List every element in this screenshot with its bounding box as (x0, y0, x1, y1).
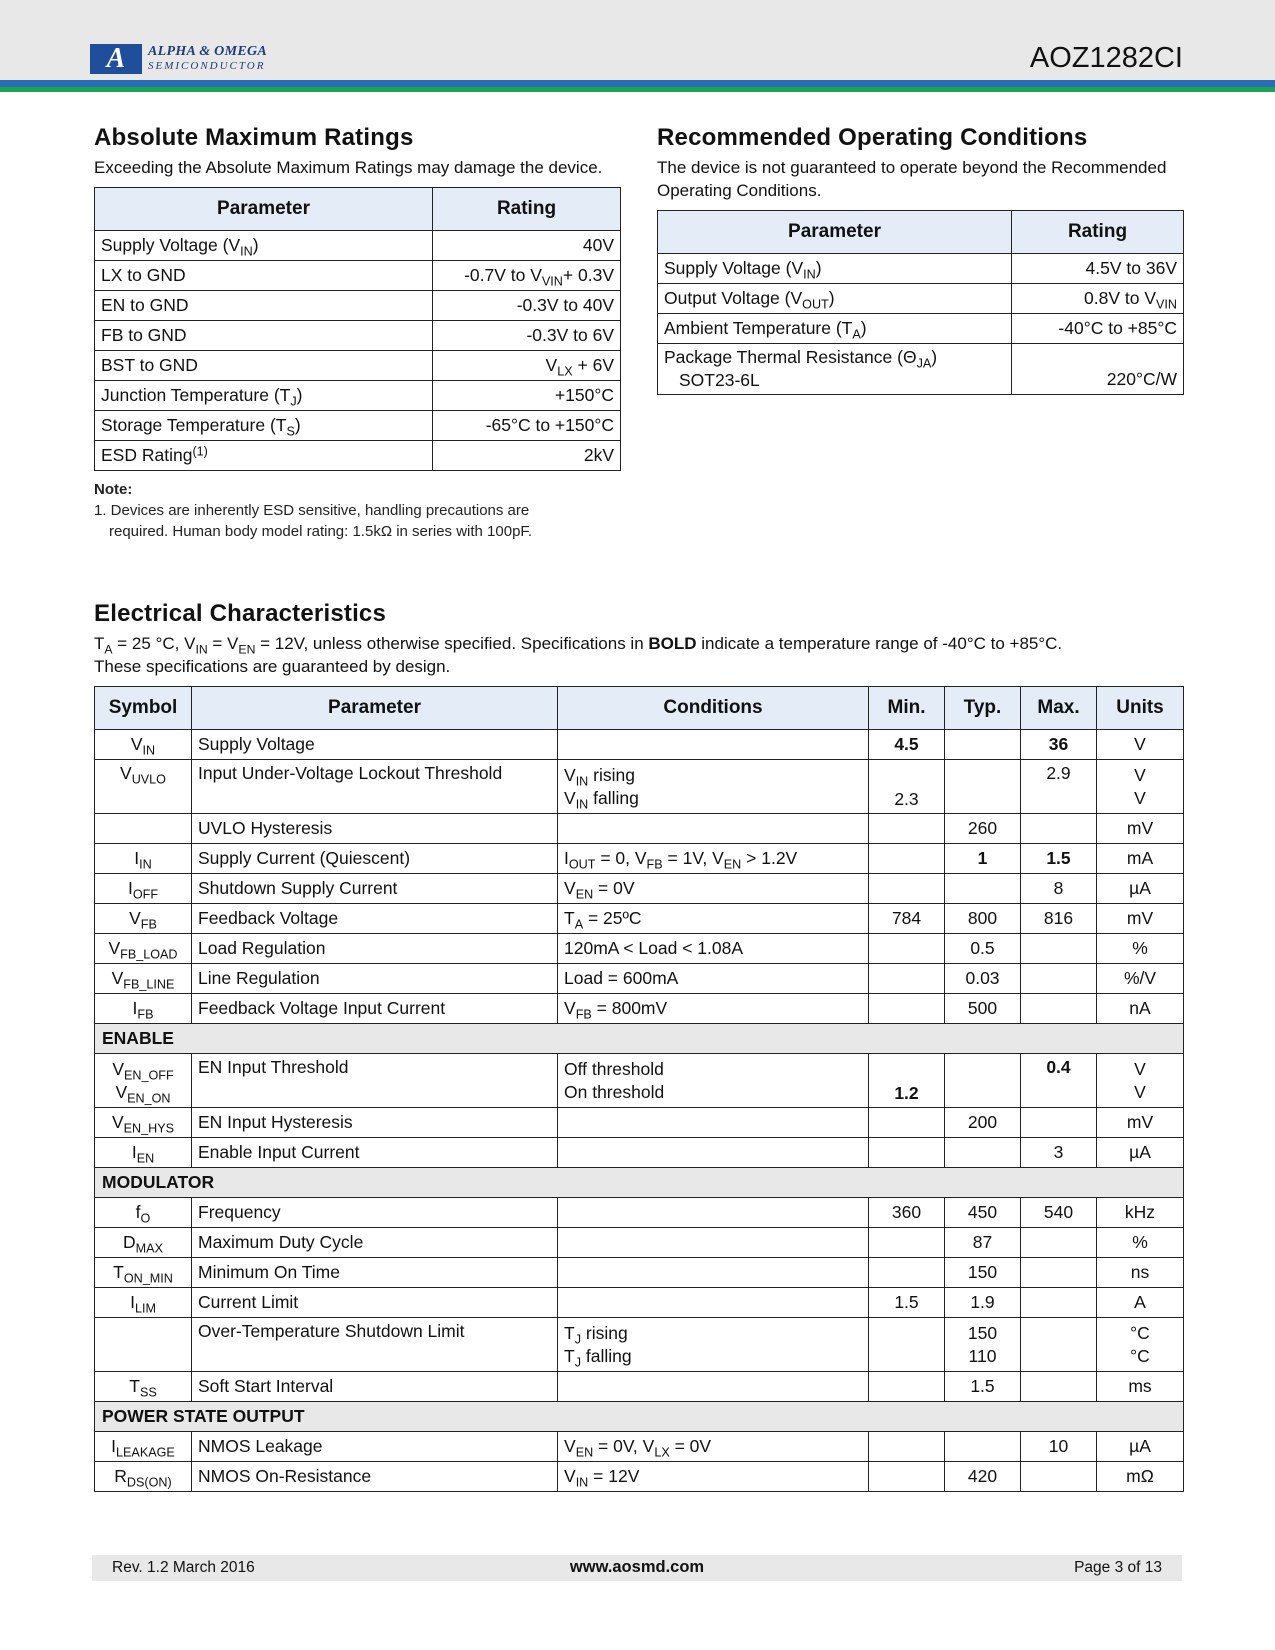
table-row (658, 284, 1184, 314)
rating-cell: 4.5V to 36V (1012, 254, 1184, 284)
section-row-enable (95, 1024, 1184, 1054)
symbol-cell: $V_{EN\_HYS}$ (95, 1108, 192, 1138)
param-cell: Supply Voltage (192, 730, 558, 760)
cond-cell (558, 814, 869, 844)
max-cell (1021, 1258, 1097, 1288)
company-subtitle: SEMICONDUCTOR (148, 60, 266, 72)
col-rating: Rating (1012, 211, 1184, 254)
rating-cell: -65°C to +150°C (433, 411, 621, 441)
cond-cell (558, 1138, 869, 1168)
min-cell (869, 1108, 945, 1138)
max-cell: 0.4 (1021, 1054, 1097, 1108)
typ-cell (945, 874, 1021, 904)
typ-cell: 450 (945, 1198, 1021, 1228)
param-cell: Supply Voltage $(V_{IN})$ (95, 231, 433, 261)
max-cell: 540 (1021, 1198, 1097, 1228)
param-cell: EN Input Hysteresis (192, 1108, 558, 1138)
table-row (95, 261, 621, 291)
col-parameter: Parameter (658, 211, 1012, 254)
typ-cell (945, 1432, 1021, 1462)
table-row (95, 934, 1184, 964)
table-row (95, 1054, 1184, 1108)
cond-cell: $V_{EN} = 0V$ (558, 874, 869, 904)
rating-cell: -0.3V to 6V (433, 321, 621, 351)
page-footer (92, 1555, 1182, 1581)
param-cell: Current Limit (192, 1288, 558, 1318)
units-cell: µA (1097, 874, 1184, 904)
col-conditions: Conditions (558, 687, 869, 730)
max-cell (1021, 964, 1097, 994)
col-units: Units (1097, 687, 1184, 730)
table-row (95, 1108, 1184, 1138)
header-divider-blue (0, 80, 1275, 87)
min-cell: 4.5 (869, 730, 945, 760)
max-cell: 3 (1021, 1138, 1097, 1168)
param-cell: Junction Temperature $(T_J)$ (95, 381, 433, 411)
note-heading: Note: (94, 481, 133, 498)
symbol-cell: $V_{FB\_LOAD}$ (95, 934, 192, 964)
max-cell (1021, 1108, 1097, 1138)
table-row (95, 964, 1184, 994)
cond-cell (558, 1108, 869, 1138)
table-row (658, 314, 1184, 344)
param-cell: Soft Start Interval (192, 1372, 558, 1402)
min-cell (869, 1318, 945, 1372)
company-logo (90, 44, 290, 76)
symbol-cell: $I_{IN}$ (95, 844, 192, 874)
param-cell: NMOS Leakage (192, 1432, 558, 1462)
units-cell: V (1097, 730, 1184, 760)
table-header-row (95, 687, 1184, 730)
min-cell (869, 964, 945, 994)
ec-intro: $T_A = 25$ °C, $V_{IN} = V_{EN} = 12V$, unless otherwise specified. Specifications in BOLD indicate a temperature range of -40°C to +85°C. These specifications are guaranteed by design. (94, 634, 1063, 676)
param-cell: Ambient Temperature $(T_A)$ (658, 314, 1012, 344)
param-cell: UVLO Hysteresis (192, 814, 558, 844)
rating-cell: -0.7V to $V_{VIN}+ 0.3V$ (433, 261, 621, 291)
cond-cell: Load = 600mA (558, 964, 869, 994)
param-cell: Output Voltage $(V_{OUT})$ (658, 284, 1012, 314)
min-cell (869, 1372, 945, 1402)
rating-cell: 40V (433, 231, 621, 261)
units-cell: V V (1097, 760, 1184, 814)
typ-cell: 260 (945, 814, 1021, 844)
min-cell (869, 1228, 945, 1258)
typ-cell: 200 (945, 1108, 1021, 1138)
symbol-cell: $V_{FB\_LINE}$ (95, 964, 192, 994)
param-cell: EN Input Threshold (192, 1054, 558, 1108)
param-cell: Feedback Voltage (192, 904, 558, 934)
table-row (95, 874, 1184, 904)
units-cell: mA (1097, 844, 1184, 874)
col-min: Min. (869, 687, 945, 730)
rating-cell: +150°C (433, 381, 621, 411)
table-row (95, 1288, 1184, 1318)
param-cell: Maximum Duty Cycle (192, 1228, 558, 1258)
param-cell: NMOS On-Resistance (192, 1462, 558, 1492)
max-cell (1021, 994, 1097, 1024)
units-cell: µA (1097, 1432, 1184, 1462)
units-cell: µA (1097, 1138, 1184, 1168)
min-cell (869, 994, 945, 1024)
table-row (95, 730, 1184, 760)
abs-max-intro: Exceeding the Absolute Maximum Ratings may damage the device. (94, 158, 603, 177)
rating-cell: -40°C to +85°C (1012, 314, 1184, 344)
col-symbol: Symbol (95, 687, 192, 730)
param-cell: EN to GND (95, 291, 433, 321)
units-cell: %/V (1097, 964, 1184, 994)
ec-section (94, 600, 1184, 1492)
param-cell: LX to GND (95, 261, 433, 291)
table-row (95, 411, 621, 441)
rating-cell: 2kV (433, 441, 621, 471)
min-cell (869, 814, 945, 844)
symbol-cell (95, 1318, 192, 1372)
typ-cell: 87 (945, 1228, 1021, 1258)
cond-cell: $V_{IN}$ rising $V_{IN}$ falling (558, 760, 869, 814)
symbol-cell: $V_{UVLO}$ (95, 760, 192, 814)
max-cell (1021, 814, 1097, 844)
param-cell: FB to GND (95, 321, 433, 351)
units-cell: mV (1097, 1108, 1184, 1138)
col-max: Max. (1021, 687, 1097, 730)
min-cell: 2.3 (869, 760, 945, 814)
section-row-modulator (95, 1168, 1184, 1198)
min-cell (869, 1258, 945, 1288)
typ-cell: 800 (945, 904, 1021, 934)
table-row (95, 1228, 1184, 1258)
typ-cell: 0.03 (945, 964, 1021, 994)
cond-cell: $T_J$ rising $T_J$ falling (558, 1318, 869, 1372)
note-line-2: required. Human body model rating: 1.5kΩ in series with 100pF. (109, 523, 533, 540)
revision-label: Rev. 1.2 March 2016 (112, 1559, 255, 1576)
max-cell: 2.9 (1021, 760, 1097, 814)
website-link[interactable]: www.aosmd.com (569, 1558, 705, 1576)
cond-cell: $T_A$ = 25ºC (558, 904, 869, 934)
symbol-cell: $T_{SS}$ (95, 1372, 192, 1402)
typ-cell: 500 (945, 994, 1021, 1024)
param-cell: Package Thermal Resistance $(\Theta_{JA})$ SOT23-6L (658, 344, 1012, 395)
units-cell: ms (1097, 1372, 1184, 1402)
table-header-row (658, 211, 1184, 254)
table-row (95, 1462, 1184, 1492)
header-divider-green (0, 87, 1275, 92)
cond-cell: $I_{OUT} = 0$, $V_{FB} = 1V$, $V_{EN} > 1.2V$ (558, 844, 869, 874)
max-cell (1021, 1288, 1097, 1318)
max-cell: 10 (1021, 1432, 1097, 1462)
rec-op-title: Recommended Operating Conditions (657, 124, 1088, 151)
symbol-cell: $D_{MAX}$ (95, 1228, 192, 1258)
typ-cell: 1.5 (945, 1372, 1021, 1402)
table-header-row (95, 188, 621, 231)
rec-op-section (657, 124, 1184, 395)
abs-max-note (94, 479, 621, 542)
units-cell: mΩ (1097, 1462, 1184, 1492)
table-row (95, 1318, 1184, 1372)
typ-cell: 150 110 (945, 1318, 1021, 1372)
typ-cell: 0.5 (945, 934, 1021, 964)
table-row (95, 231, 621, 261)
symbol-cell: $I_{FB}$ (95, 994, 192, 1024)
table-row (95, 1258, 1184, 1288)
units-cell: kHz (1097, 1198, 1184, 1228)
part-number: AOZ1282CI (1029, 42, 1183, 74)
param-cell: Feedback Voltage Input Current (192, 994, 558, 1024)
col-parameter: Parameter (192, 687, 558, 730)
units-cell: % (1097, 1228, 1184, 1258)
min-cell (869, 1462, 945, 1492)
section-label: MODULATOR (95, 1168, 1184, 1198)
table-row (658, 254, 1184, 284)
symbol-cell: $I_{OFF}$ (95, 874, 192, 904)
param-cell: Supply Voltage $(V_{IN})$ (658, 254, 1012, 284)
max-cell (1021, 1228, 1097, 1258)
param-cell: Line Regulation (192, 964, 558, 994)
param-cell: Shutdown Supply Current (192, 874, 558, 904)
ec-title: Electrical Characteristics (94, 600, 387, 627)
table-row (95, 760, 1184, 814)
units-cell: nA (1097, 994, 1184, 1024)
units-cell: mV (1097, 904, 1184, 934)
rating-cell: 220°C/W (1012, 344, 1184, 395)
param-cell: Frequency (192, 1198, 558, 1228)
param-cell: Enable Input Current (192, 1138, 558, 1168)
typ-cell (945, 1054, 1021, 1108)
typ-cell: 1 (945, 844, 1021, 874)
table-row (95, 1432, 1184, 1462)
max-cell (1021, 934, 1097, 964)
section-label: POWER STATE OUTPUT (95, 1402, 1184, 1432)
table-row (95, 441, 621, 471)
cond-cell (558, 1198, 869, 1228)
max-cell (1021, 1318, 1097, 1372)
min-cell: 1.2 (869, 1054, 945, 1108)
table-row (658, 344, 1184, 395)
company-name: ALPHA & OMEGA (148, 44, 268, 59)
param-cell: ESD Rating$^{(1)}$ (95, 441, 433, 471)
min-cell (869, 874, 945, 904)
symbol-cell: $R_{DS(ON)}$ (95, 1462, 192, 1492)
page-number: Page 3 of 13 (1074, 1559, 1162, 1576)
min-cell: 784 (869, 904, 945, 934)
rating-cell: 0.8V to $V_{VIN}$ (1012, 284, 1184, 314)
cond-cell: 120mA < Load < 1.08A (558, 934, 869, 964)
units-cell: A (1097, 1288, 1184, 1318)
min-cell: 1.5 (869, 1288, 945, 1318)
section-label: ENABLE (95, 1024, 1184, 1054)
min-cell: 360 (869, 1198, 945, 1228)
param-cell: Load Regulation (192, 934, 558, 964)
rec-op-table (657, 210, 1184, 395)
cond-cell (558, 1372, 869, 1402)
typ-cell: 150 (945, 1258, 1021, 1288)
table-row (95, 1372, 1184, 1402)
units-cell: °C °C (1097, 1318, 1184, 1372)
param-cell: BST to GND (95, 351, 433, 381)
cond-cell (558, 1228, 869, 1258)
table-row (95, 904, 1184, 934)
symbol-cell: $I_{LIM}$ (95, 1288, 192, 1318)
units-cell: mV (1097, 814, 1184, 844)
units-cell: V V (1097, 1054, 1184, 1108)
note-line-1: 1. Devices are inherently ESD sensitive, handling precautions are (94, 502, 530, 519)
cond-cell (558, 1258, 869, 1288)
symbol-cell: $I_{LEAKAGE}$ (95, 1432, 192, 1462)
page-header (0, 0, 1275, 80)
typ-cell (945, 1138, 1021, 1168)
cond-cell (558, 730, 869, 760)
logo-mark-icon: A (90, 44, 142, 74)
abs-max-section (94, 124, 621, 542)
units-cell: ns (1097, 1258, 1184, 1288)
symbol-cell: $I_{EN}$ (95, 1138, 192, 1168)
max-cell: 816 (1021, 904, 1097, 934)
table-row (95, 994, 1184, 1024)
min-cell (869, 844, 945, 874)
cond-cell: $V_{FB} = 800mV$ (558, 994, 869, 1024)
cond-cell (558, 1288, 869, 1318)
table-row (95, 844, 1184, 874)
param-cell: Over-Temperature Shutdown Limit (192, 1318, 558, 1372)
abs-max-title: Absolute Maximum Ratings (94, 124, 414, 151)
param-cell: Storage Temperature $(T_S)$ (95, 411, 433, 441)
rec-op-intro: The device is not guaranteed to operate beyond the Recommended Operating Conditions. (657, 158, 1167, 200)
symbol-cell: $V_{EN\_OFF}$ $V_{EN\_ON}$ (95, 1054, 192, 1108)
param-cell: Input Under-Voltage Lockout Threshold (192, 760, 558, 814)
typ-cell (945, 730, 1021, 760)
cond-cell: $V_{IN} = 12V$ (558, 1462, 869, 1492)
typ-cell (945, 760, 1021, 814)
param-cell: Supply Current (Quiescent) (192, 844, 558, 874)
max-cell (1021, 1462, 1097, 1492)
col-rating: Rating (433, 188, 621, 231)
symbol-cell: $V_{FB}$ (95, 904, 192, 934)
symbol-cell: $T_{ON\_MIN}$ (95, 1258, 192, 1288)
abs-max-table (94, 187, 621, 471)
symbol-cell (95, 814, 192, 844)
max-cell: 8 (1021, 874, 1097, 904)
table-row (95, 351, 621, 381)
table-row (95, 321, 621, 351)
units-cell: % (1097, 934, 1184, 964)
table-row (95, 291, 621, 321)
ec-table (94, 686, 1184, 1492)
rating-cell: -0.3V to 40V (433, 291, 621, 321)
table-row (95, 381, 621, 411)
symbol-cell: $V_{IN}$ (95, 730, 192, 760)
table-row (95, 1138, 1184, 1168)
symbol-cell: $f_O$ (95, 1198, 192, 1228)
cond-cell: Off threshold On threshold (558, 1054, 869, 1108)
table-row (95, 814, 1184, 844)
typ-cell: 1.9 (945, 1288, 1021, 1318)
cond-cell: $V_{EN} = 0V$, $V_{LX} = 0V$ (558, 1432, 869, 1462)
max-cell: 1.5 (1021, 844, 1097, 874)
rating-cell: $V_{LX} + 6V$ (433, 351, 621, 381)
param-cell: Minimum On Time (192, 1258, 558, 1288)
typ-cell: 420 (945, 1462, 1021, 1492)
min-cell (869, 1432, 945, 1462)
table-row (95, 1198, 1184, 1228)
col-typ: Typ. (945, 687, 1021, 730)
max-cell (1021, 1372, 1097, 1402)
col-parameter: Parameter (95, 188, 433, 231)
min-cell (869, 1138, 945, 1168)
min-cell (869, 934, 945, 964)
max-cell: 36 (1021, 730, 1097, 760)
section-row-power-state (95, 1402, 1184, 1432)
